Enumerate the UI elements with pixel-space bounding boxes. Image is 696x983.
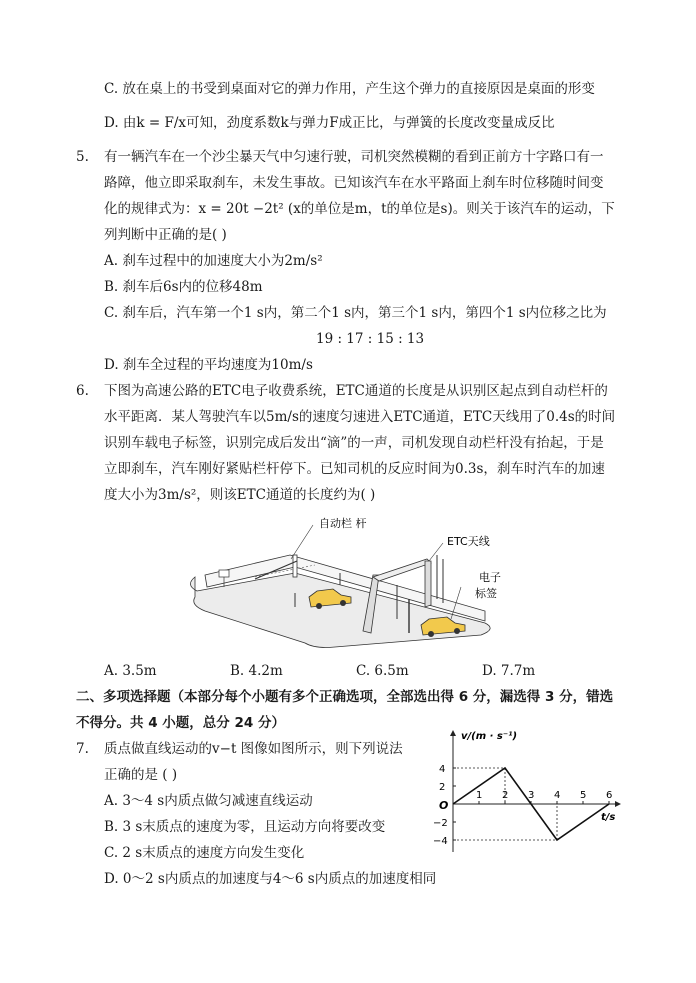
q5-option-d: D. 刹车全过程的平均速度为10m/s bbox=[104, 357, 313, 373]
q5-number: 5. bbox=[76, 149, 89, 165]
q6-stem-2: 水平距离．某人驾驶汽车以5m/s的速度匀速进入ETC通道，ETC天线用了0.4s的时间 bbox=[104, 409, 616, 425]
q7-option-d: D. 0～2 s内质点的加速度与4～6 s内质点的加速度相同 bbox=[104, 871, 437, 887]
q5-stem-1: 有一辆汽车在一个沙尘暴天气中匀速行驶，司机突然模糊的看到正前方十字路口有一 bbox=[104, 149, 604, 165]
q7-option-b: B. 3 s末质点的速度为零，且运动方向将要改变 bbox=[104, 819, 386, 835]
section2-heading-2: 不得分。共 4 小题，总分 24 分） bbox=[76, 715, 285, 731]
option-d-prev-text: D. 由k = F/x可知，劲度系数k与弹力F成正比，与弹簧的长度改变量成反比 bbox=[104, 115, 555, 131]
y-tick-label-0: 4 bbox=[439, 764, 446, 775]
vt-graph bbox=[425, 728, 625, 858]
q5-option-b: B. 刹车后6s内的位移48m bbox=[104, 279, 263, 295]
q5-stem-2: 路障，他立即采取刹车，未发生事故。已知该汽车在水平路面上刹车时位移随时间变 bbox=[104, 175, 604, 191]
label-antenna: ETC天线 bbox=[447, 535, 490, 548]
q6-option-c: C. 6.5m bbox=[356, 663, 409, 679]
q5-stem-3: 化的规律式为：x = 20t −2t² (x的单位是m，t的单位是s)。则关于该汽车的运动，下 bbox=[104, 201, 615, 217]
option-c-prev: C. 放在桌上的书受到桌面对它的弹力作用，产生这个弹力的直接原因是桌面的形变 bbox=[104, 81, 595, 97]
sign-left bbox=[219, 570, 229, 577]
t-axis-label: t/s bbox=[601, 812, 616, 823]
q5-option-c-ratio: 19 : 17 : 15 : 13 bbox=[316, 331, 425, 347]
q5-stem-4: 列判断中正确的是( ) bbox=[104, 227, 227, 243]
v-axis-arrow bbox=[450, 730, 456, 736]
q6-stem-5: 度大小为3m/s²，则该ETC通道的长度约为( ) bbox=[104, 487, 376, 503]
vt-plot bbox=[433, 764, 612, 847]
q6-stem-1: 下图为高速公路的ETC电子收费系统，ETC通道的长度是从识别区起点到自动栏杆的 bbox=[104, 383, 608, 399]
q7-stem-2: 正确的是 ( ) bbox=[104, 767, 178, 783]
q6-number: 6. bbox=[76, 383, 89, 399]
q5-option-c: C. 刹车后，汽车第一个1 s内，第二个1 s内，第三个1 s内，第四个1 s内位移之比为 bbox=[104, 305, 607, 321]
y-tick-label-3: −4 bbox=[433, 836, 448, 847]
q6-option-b: B. 4.2m bbox=[230, 663, 283, 679]
origin-label: O bbox=[439, 799, 449, 812]
gate-leader bbox=[291, 525, 313, 559]
x-tick-label-3: 3 bbox=[528, 790, 535, 801]
x-tick-label-4: 4 bbox=[554, 790, 561, 801]
y-tick-label-1: 2 bbox=[439, 782, 446, 793]
q5-option-a: A. 刹车过程中的加速度大小为2m/s² bbox=[104, 253, 323, 269]
q7-stem-1: 质点做直线运动的v−t 图像如图所示，则下列说法 bbox=[104, 741, 403, 757]
q6-option-a: A. 3.5m bbox=[104, 663, 157, 679]
q7-option-c: C. 2 s末质点的速度方向发生变化 bbox=[104, 845, 305, 861]
x-tick-label-1: 1 bbox=[476, 790, 483, 801]
q7-option-a: A. 3～4 s内质点做匀减速直线运动 bbox=[104, 793, 313, 809]
label-gate: 自动栏 杆 bbox=[319, 517, 367, 530]
q6-stem-4: 立即刹车，汽车刚好紧贴栏杆停下。已知司机的反应时间为0.3s，刹车时汽车的加速 bbox=[104, 461, 605, 477]
gantry-leg-right bbox=[425, 561, 431, 607]
x-tick-label-2: 2 bbox=[502, 790, 509, 801]
gantry-beam bbox=[373, 559, 431, 581]
option-d-prev bbox=[104, 114, 555, 132]
gate-post bbox=[293, 555, 297, 577]
q6-stem-3: 识别车载电子标签，识别完成后发出“滴”的一声，司机发现自动栏杆没有抬起，于是 bbox=[104, 435, 604, 451]
t-axis-arrow bbox=[615, 801, 621, 807]
x-tick-label-6: 6 bbox=[606, 790, 613, 801]
antenna-leader bbox=[429, 543, 443, 561]
label-tag-2: 标签 bbox=[475, 587, 497, 600]
etc-diagram bbox=[185, 515, 505, 660]
label-tag-1: 电子 bbox=[479, 571, 501, 584]
section2-heading-1: 二、多项选择题（本部分每个小题有多个正确选项，全部选出得 6 分，漏选得 3 分，错选 bbox=[76, 689, 614, 705]
x-tick-label-5: 5 bbox=[580, 790, 587, 801]
q6-option-d: D. 7.7m bbox=[482, 663, 536, 679]
q7-number: 7. bbox=[76, 741, 89, 757]
v-axis-label: v/(m · s⁻¹) bbox=[461, 731, 518, 742]
y-tick-label-2: −2 bbox=[433, 818, 448, 829]
